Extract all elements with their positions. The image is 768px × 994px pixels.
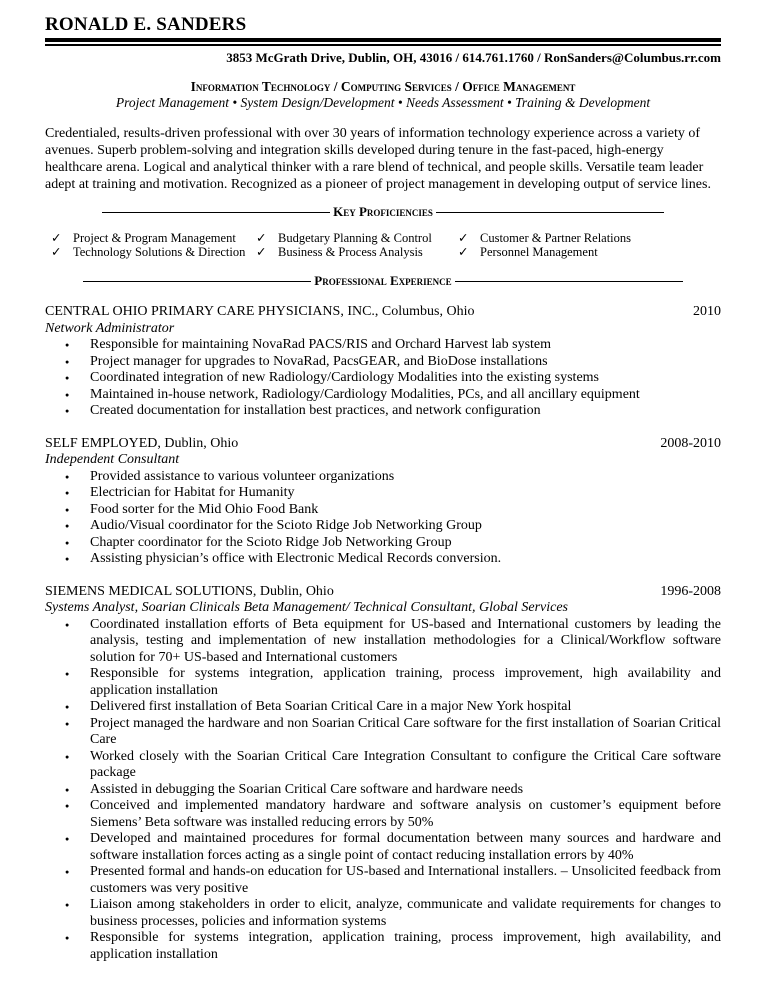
- proficiency-item: [452, 245, 631, 259]
- bullet-icon: ●: [65, 522, 70, 530]
- bullet-icon: ●: [65, 719, 70, 728]
- bullet-item: [45, 469, 721, 486]
- bullet-icon: ●: [65, 785, 70, 794]
- bullet-icon: ●: [65, 538, 70, 547]
- proficiency-item: [452, 231, 631, 245]
- proficiency-label: Business & Process Analysis: [278, 245, 423, 259]
- bullet-item: [45, 666, 721, 699]
- bullet-text: Delivered first installation of Beta Soarian Critical Care in a major New York hospital: [90, 699, 572, 714]
- bullet-text: Conceived and implemented mandatory hardware and software analysis on customer’s equipment before Siemens’ Beta software was installed reducing errors by 50%: [90, 798, 721, 830]
- bullet-icon: ●: [65, 489, 70, 497]
- contact-info: 3853 McGrath Drive, Dublin, OH, 43016 / 614.761.1760 / RonSanders@Columbus.rr.com: [226, 50, 721, 65]
- checkmark-icon: ✓: [256, 245, 267, 259]
- bullet-item: [45, 370, 721, 387]
- bullet-item: [45, 930, 721, 963]
- bullet-item: [45, 485, 721, 502]
- bullet-item: [45, 518, 721, 535]
- job-dates: 1996-2008: [660, 583, 721, 599]
- job-header: [45, 436, 721, 453]
- bullet-icon: ●: [65, 934, 70, 942]
- proficiency-column: [45, 231, 245, 259]
- bullet-item: [45, 897, 721, 930]
- job-title: Independent Consultant: [45, 452, 180, 467]
- bullet-item: [45, 617, 721, 667]
- bullet-icon: ●: [65, 341, 70, 349]
- job-dates: 2008-2010: [660, 435, 721, 451]
- bullet-text: Food sorter for the Mid Ohio Food Bank: [90, 501, 319, 517]
- bullet-text: Coordinated installation efforts of Beta equipment for US-based and International customers by leading the analysis, testing and implementation of new installation methodologies for a Clinical/Workflow software solution for 70+ US-based and International customers: [90, 616, 721, 665]
- bullet-item: [45, 354, 721, 371]
- bullet-icon: ●: [65, 357, 70, 366]
- experience-list: [45, 304, 721, 979]
- company-name: SIEMENS MEDICAL SOLUTIONS, Dublin, Ohio: [45, 583, 334, 599]
- proficiency-label: Customer & Partner Relations: [480, 231, 632, 245]
- bullet-text: Provided assistance to various volunteer organizations: [90, 468, 395, 484]
- bullet-text: Electrician for Habitat for Humanity: [90, 485, 295, 500]
- job-title: Network Administrator: [45, 320, 175, 336]
- bullet-text: Coordinated integration of new Radiology/Cardiology Modalities into the existing systems: [90, 370, 599, 385]
- proficiency-column: [250, 231, 432, 259]
- checkmark-icon: ✓: [458, 245, 469, 259]
- bullet-item: [45, 387, 721, 404]
- bullet-icon: ●: [65, 670, 70, 678]
- bullet-item: [45, 831, 721, 864]
- key-proficiencies-heading: [45, 204, 721, 220]
- job-title: Systems Analyst, Soarian Clinicals Beta Management/ Technical Consultant, Global Services: [45, 600, 569, 615]
- bullet-icon: ●: [65, 505, 70, 514]
- company-name: CENTRAL OHIO PRIMARY CARE PHYSICIANS, INC., Columbus, Ohio: [45, 304, 475, 319]
- bullet-icon: ●: [65, 703, 70, 711]
- career-fields: Information Technology / Computing Services / Office Management: [190, 79, 576, 94]
- job-entry: [45, 584, 721, 964]
- job-bullets: [45, 337, 721, 420]
- job-bullets: [45, 469, 721, 568]
- bullet-item: [45, 699, 721, 716]
- proficiency-item: [250, 245, 432, 259]
- bullet-icon: ●: [65, 472, 70, 481]
- bullet-icon: ●: [65, 374, 70, 382]
- skill-areas: Project Management • System Design/Development • Needs Assessment • Training & Development: [115, 95, 651, 110]
- bullet-item: [45, 535, 721, 552]
- bullet-text: Assisted in debugging the Soarian Critical Care software and hardware needs: [90, 781, 524, 797]
- checkmark-icon: ✓: [51, 231, 62, 245]
- header-rule-thin: [45, 44, 721, 46]
- job-entry: [45, 304, 721, 420]
- bullet-item: [45, 502, 721, 519]
- bullet-text: Project managed the hardware and non Soarian Critical Care software for the first installation of Soarian Critical Care: [90, 715, 721, 747]
- proficiency-label: Technology Solutions & Direction: [73, 245, 246, 259]
- bullet-text: Responsible for systems integration, application training, process improvement, high availability, and application installation: [90, 930, 721, 962]
- bullet-text: Created documentation for installation best practices, and network configuration: [90, 403, 541, 418]
- divider: [455, 281, 683, 282]
- bullet-text: Presented formal and hands-on education for US-based and International installers. – Unsolicited feedback from customers was very positive: [90, 864, 721, 896]
- job-dates: 2010: [693, 304, 721, 319]
- bullet-item: [45, 864, 721, 897]
- divider: [83, 281, 311, 282]
- bullet-icon: ●: [65, 901, 70, 909]
- bullet-icon: ●: [65, 802, 70, 810]
- bullet-item: [45, 551, 721, 568]
- divider: [102, 212, 330, 213]
- bullet-text: Developed and maintained procedures for formal documentation between many sources and hardware and software installation forces acting as a single point of contact reducing installation errors by 40%: [90, 831, 721, 863]
- checkmark-icon: ✓: [458, 231, 469, 245]
- proficiency-item: [45, 231, 245, 245]
- bullet-text: Liaison among stakeholders in order to elicit, analyze, communicate and validate requirements for changes to business processes, policies and information systems: [90, 897, 721, 929]
- bullet-icon: ●: [65, 752, 70, 761]
- job-header: [45, 584, 721, 601]
- bullet-text: Chapter coordinator for the Scioto Ridge Job Networking Group: [90, 534, 452, 550]
- bullet-text: Assisting physician’s office with Electronic Medical Records conversion.: [90, 551, 502, 566]
- bullet-text: Responsible for systems integration, application training, process improvement, high availability and application installation: [90, 666, 721, 698]
- bullet-item: [45, 716, 721, 749]
- bullet-item: [45, 749, 721, 782]
- bullet-icon: ●: [65, 555, 70, 563]
- bullet-text: Maintained in-house network, Radiology/Cardiology Modalities, PCs, and all ancillary equipment: [90, 386, 640, 402]
- checkmark-icon: ✓: [256, 231, 267, 245]
- job-bullets: [45, 617, 721, 964]
- proficiency-label: Personnel Management: [480, 245, 598, 259]
- proficiency-label: Project & Program Management: [73, 231, 236, 245]
- candidate-name: RONALD E. SANDERS: [45, 14, 247, 35]
- section-title: Professional Experience: [314, 273, 452, 288]
- company-name: SELF EMPLOYED, Dublin, Ohio: [45, 435, 239, 451]
- bullet-text: Audio/Visual coordinator for the Scioto Ridge Job Networking Group: [90, 518, 482, 533]
- summary-paragraph: Credentialed, results-driven professional with over 30 years of information technology experience across a variety of avenues. Superb problem-solving and integration skills developed during tenure in the fast-paced, high-energy healthcare arena. Logical and analytical thinker with a rare blend of technical, and people skills. Versatile team leader adept at training and motivation. Recognized as a pioneer of project management in developing output of service lines.: [45, 126, 711, 192]
- bullet-item: [45, 337, 721, 354]
- proficiency-item: [250, 231, 432, 245]
- proficiency-item: [45, 245, 245, 259]
- bullet-item: [45, 403, 721, 420]
- job-header: [45, 304, 721, 321]
- bullet-icon: ●: [65, 868, 70, 876]
- bullet-item: [45, 798, 721, 831]
- professional-experience-heading: [45, 273, 721, 289]
- section-title: Key Proficiencies: [333, 204, 433, 219]
- header-rule-thick: [45, 38, 721, 42]
- bullet-icon: ●: [65, 835, 70, 843]
- checkmark-icon: ✓: [51, 245, 62, 259]
- divider: [436, 212, 664, 213]
- proficiency-label: Budgetary Planning & Control: [278, 231, 432, 245]
- job-entry: [45, 436, 721, 568]
- bullet-text: Project manager for upgrades to NovaRad, PacsGEAR, and BioDose installations: [90, 353, 548, 369]
- bullet-text: Worked closely with the Soarian Critical Care Integration Consultant to configure the Critical Care software package: [90, 748, 721, 780]
- proficiency-column: [452, 231, 631, 259]
- bullet-icon: ●: [65, 390, 70, 399]
- bullet-text: Responsible for maintaining NovaRad PACS/RIS and Orchard Harvest lab system: [90, 337, 552, 352]
- bullet-icon: ●: [65, 407, 70, 415]
- bullet-item: [45, 782, 721, 799]
- bullet-icon: ●: [65, 620, 70, 629]
